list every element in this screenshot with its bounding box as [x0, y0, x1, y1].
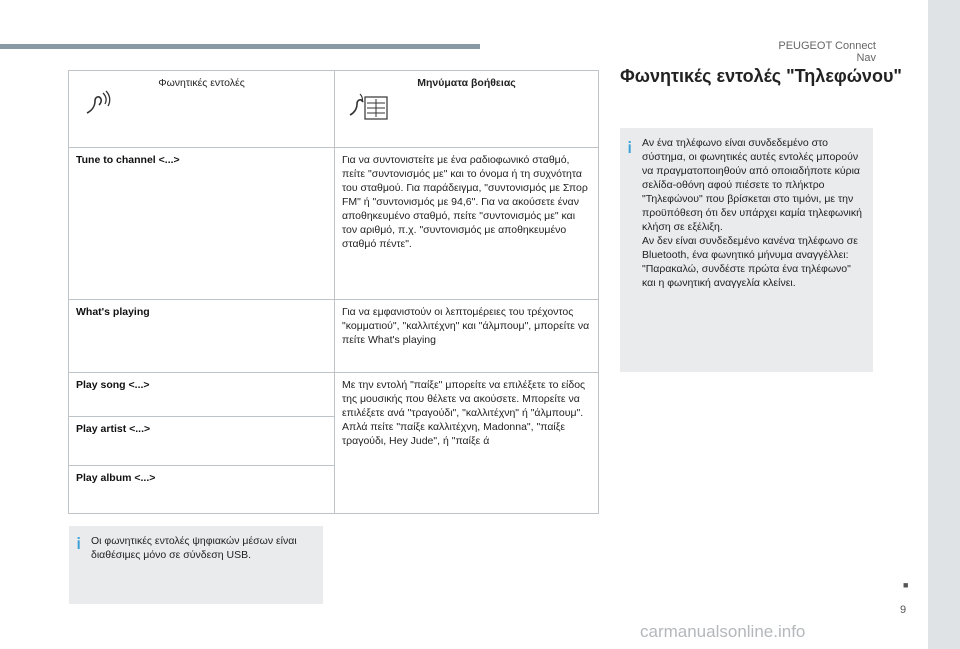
phone-note-paragraph-2: Αν δεν είναι συνδεδεμένο κανένα τηλέφωνο σε Bluetooth, ένα φωνητικό μήνυμα αναγγέλλει: "Παρακαλώ, συνδέστε πρώτα ένα τηλέφωνο" και η φωνητική αναγγελία κλείνει.	[642, 235, 858, 289]
command-label: Play song <...>	[76, 379, 150, 391]
voice-help-icon	[347, 89, 391, 127]
page-marker: ■	[903, 580, 909, 590]
usb-note-text: Οι φωνητικές εντολές ψηφιακών μέσων είναι διαθέσιμες μόνο σε σύνδεση USB.	[91, 535, 297, 561]
usb-note-box	[69, 526, 323, 604]
header-rule	[0, 44, 480, 49]
help-text: Για να συντονιστείτε με ένα ραδιοφωνικό σταθμό, πείτε "συντονισμός με" και το όνομα ή τη συχνότητα του σταθμού. Για παράδειγμα, "συντονισμός με Σπορ FM" ή "συντονισμός με 94,6". Για να ακούσετε έναν αποθηκευμένο σταθμό, πείτε "συντονισμός με" και τον αριθμό, π.χ. "συντονισμός με αποθηκευμένο σταθμό πέντε".	[342, 154, 588, 250]
running-header: PEUGEOT Connect Nav	[778, 40, 876, 64]
voice-command-icon	[81, 89, 111, 123]
section-title: Φωνητικές εντολές "Τηλεφώνου"	[620, 66, 902, 86]
help-text: Για να εμφανιστούν οι λεπτομέρειες του τρέχοντος "κομματιού", "καλλιτέχνη" και "άλμπουμ", μπορείτε να πείτε What's playing	[342, 306, 590, 346]
info-icon	[77, 534, 81, 552]
page-edge-strip	[928, 0, 960, 649]
table-row	[69, 373, 599, 417]
table-header-commands	[69, 71, 335, 148]
command-label: Play artist <...>	[76, 423, 151, 435]
page-number: 9	[900, 604, 907, 616]
table-row	[69, 300, 599, 373]
phone-note-paragraph-1: Αν ένα τηλέφωνο είναι συνδεδεμένο στο σύστημα, οι φωνητικές αυτές εντολές μπορούν να πραγματοποιηθούν από οποιαδήποτε κύρια σελίδα-οθόνη αφού πιέσετε το πλήκτρο "Τηλεφώνου" που βρίσκεται στο τιμόνι, με την προϋπόθεση ότι δεν υπάρχει καμία τηλεφωνική κλήση σε εξέλιξη.	[642, 137, 862, 233]
table-header-help	[335, 71, 599, 148]
voice-commands-table	[68, 70, 599, 514]
command-label: What's playing	[76, 306, 150, 318]
command-label: Tune to channel <...>	[76, 154, 180, 166]
help-text: Με την εντολή "παίξε" μπορείτε να επιλέξετε το είδος της μουσικής που θέλετε να ακούσετε. Μπορείτε να επιλέξετε ανά "τραγούδι", "καλλιτέχνη" ή "άλμπουμ". Απλά πείτε "παίξε καλλιτέχνη, Madonna", "παίξε τραγούδι, Hey Jude", ή "παίξε ά	[342, 379, 586, 447]
phone-note-box	[620, 128, 873, 372]
table-row	[69, 148, 599, 300]
header-label-commands: Φωνητικές εντολές	[158, 77, 245, 89]
command-label: Play album <...>	[76, 472, 156, 484]
header-label-help: Μηνύματα βοήθειας	[417, 77, 516, 89]
info-icon	[628, 138, 632, 156]
watermark: carmanualsonline.info	[640, 622, 806, 641]
